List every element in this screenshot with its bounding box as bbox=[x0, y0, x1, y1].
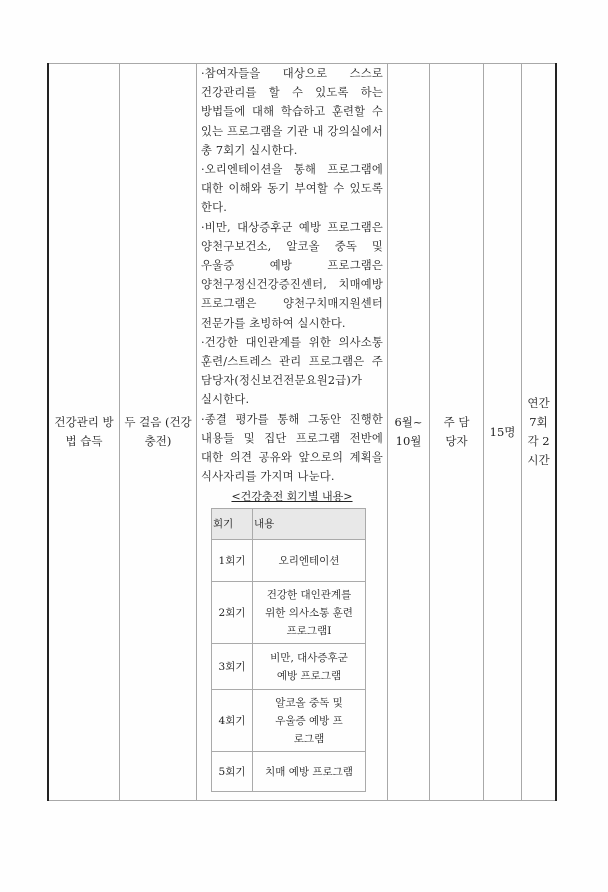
period-cell bbox=[388, 64, 430, 801]
description-paragraph: ·비만, 대상증후군 예방 프로그램은 양천구보건소, 알코올 중독 및 우울증 예방 프로그램은 양천구정신건강증진센터, 치매예방 프로그램은 양천구치매지원센터 전문가를 초빙하여 실시한다. bbox=[201, 220, 383, 330]
session-content: 치매 예방 프로그램 bbox=[253, 752, 366, 792]
description-paragraph: ·오리엔테이션을 통해 프로그램에 대한 이해와 동기 부여할 수 있도록 한다. bbox=[201, 163, 383, 215]
sessions-table bbox=[211, 508, 366, 792]
session-row bbox=[212, 752, 366, 792]
description-paragraph: ·종결 평가를 통해 그동안 진행한 내용들 및 집단 프로그램 전반에 대한 의견 공유와 앞으로의 계획을 식사자리를 가지며 나눈다. bbox=[201, 412, 383, 484]
session-content: 건강한 대인관계를 위한 의사소통 훈련 프로그램Ⅰ bbox=[253, 582, 366, 644]
sessions-caption: <건강충전 회기별 내용> bbox=[231, 490, 353, 504]
session-number: 4회기 bbox=[212, 690, 253, 752]
category-text: 건강관리 방법 습득 bbox=[54, 415, 114, 448]
category-cell bbox=[48, 64, 120, 801]
session-number: 2회기 bbox=[212, 582, 253, 644]
session-row bbox=[212, 540, 366, 582]
session-number: 1회기 bbox=[212, 540, 253, 582]
program-text: 두 걸음 (건강 충전) bbox=[124, 415, 192, 448]
period-text: 6월~ 10월 bbox=[394, 415, 423, 448]
staff-text: 주 담당자 bbox=[443, 415, 470, 448]
session-row bbox=[212, 582, 366, 644]
staff-cell bbox=[430, 64, 484, 801]
participants-cell bbox=[484, 64, 522, 801]
frequency-text: 연간 7회 각 2시간 bbox=[527, 396, 550, 467]
program-cell bbox=[120, 64, 197, 801]
frequency-cell bbox=[522, 64, 557, 801]
header-content: 내용 bbox=[253, 509, 366, 540]
description-paragraph: ·참여자들을 대상으로 스스로 건강관리를 할 수 있도록 하는 방법들에 대해 학습하고 훈련할 수 있는 프로그램을 기관 내 강의실에서 총 7회기 실시한다. bbox=[201, 67, 383, 157]
session-number: 5회기 bbox=[212, 752, 253, 792]
description-paragraph: ·건강한 대인관계를 위한 의사소통 훈련/스트레스 관리 프로그램은 주 담당자(정신보건전문요원2급)가 실시한다. bbox=[201, 335, 383, 407]
session-content: 오리엔테이션 bbox=[253, 540, 366, 582]
header-session: 회기 bbox=[212, 509, 253, 540]
session-content: 알코올 중독 및 우울증 예방 프로그램 bbox=[253, 690, 366, 752]
sessions-header-row bbox=[212, 509, 366, 540]
session-number: 3회기 bbox=[212, 644, 253, 690]
description-cell bbox=[197, 64, 388, 801]
session-row bbox=[212, 690, 366, 752]
session-row bbox=[212, 644, 366, 690]
session-content: 비만, 대사증후군 예방 프로그램 bbox=[253, 644, 366, 690]
participants-text: 15명 bbox=[489, 424, 516, 439]
program-table bbox=[47, 63, 557, 801]
